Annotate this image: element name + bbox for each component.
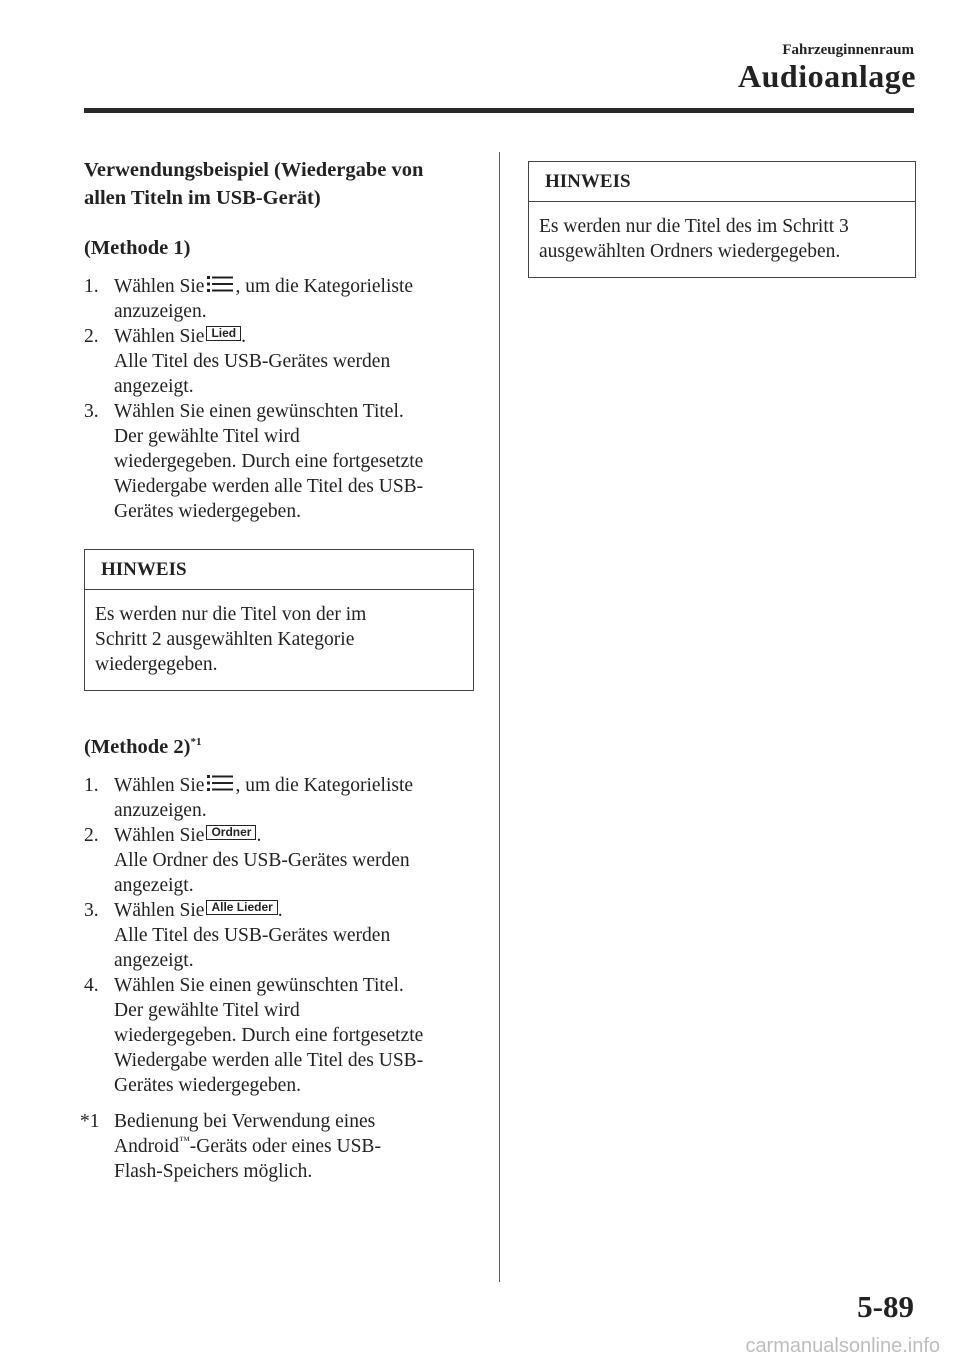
step-text: Wiedergabe werden alle Titel des USB- (114, 476, 424, 497)
step-text: Alle Ordner des USB-Gerätes werden (114, 850, 410, 871)
method-1-step-1 (84, 274, 474, 324)
note-text: Schritt 2 ausgewählten Kategorie (95, 629, 355, 650)
section-heading-line-2: allen Titeln im USB-Gerät) (84, 187, 321, 209)
method-2-step-4 (84, 973, 474, 1098)
page-title: Audioanlage (738, 58, 916, 94)
footnote-ref: *1 (190, 736, 202, 748)
method-2-title-text: (Methode 2) (84, 736, 191, 758)
note-box-left (84, 549, 474, 691)
footnote-text: Android (114, 1136, 179, 1157)
note-heading: HINWEIS (85, 550, 473, 590)
step-text: Wählen Sie (114, 326, 205, 347)
method-2-steps (84, 773, 474, 1098)
step-text: wiedergegeben. Durch eine fortgesetzte (114, 451, 424, 472)
step-text: Wählen Sie (114, 775, 205, 796)
step-number: 3. (84, 900, 99, 921)
note-body (529, 202, 915, 277)
column-divider (499, 152, 500, 1282)
watermark: carmanualsonline.info (745, 1335, 940, 1357)
lied-button: Lied (206, 326, 241, 341)
step-text: Alle Titel des USB-Gerätes werden (114, 351, 391, 372)
step-text: Wiedergabe werden alle Titel des USB- (114, 1050, 424, 1071)
step-text: Gerätes wiedergegeben. (114, 501, 301, 522)
step-text: Der gewählte Titel wird (114, 1000, 300, 1021)
note-text: ausgewählten Ordners wiedergegeben. (539, 241, 841, 262)
note-text: Es werden nur die Titel des im Schritt 3 (539, 216, 849, 237)
trademark-sign: ™ (179, 1135, 190, 1147)
method-2-step-3 (84, 898, 474, 973)
step-text: . (256, 825, 262, 846)
method-2-step-2 (84, 823, 474, 898)
note-text: wiedergegeben. (95, 654, 218, 675)
step-number: 1. (84, 775, 99, 796)
step-text: . (277, 900, 283, 921)
alle-lieder-button: Alle Lieder (206, 900, 277, 915)
method-1-steps (84, 274, 474, 524)
list-icon (207, 774, 233, 792)
step-text: Wählen Sie (114, 825, 205, 846)
method-1-title: (Methode 1) (84, 237, 191, 259)
footnote-mark: *1 (80, 1111, 100, 1132)
method-1-step-3 (84, 399, 474, 524)
step-text: Gerätes wiedergegeben. (114, 1075, 301, 1096)
note-text: Es werden nur die Titel von der im (95, 604, 367, 625)
ordner-button: Ordner (206, 825, 256, 840)
step-text: . (241, 326, 246, 347)
method-1-step-2 (84, 324, 474, 399)
left-column (80, 156, 474, 1184)
step-text: Alle Titel des USB-Gerätes werden (114, 925, 391, 946)
note-body (85, 590, 473, 690)
note-heading: HINWEIS (529, 162, 915, 202)
step-number: 4. (84, 975, 99, 996)
footnote-text: Bedienung bei Verwendung eines (114, 1111, 376, 1132)
method-2-title (84, 733, 474, 761)
page-number: 5-89 (857, 1289, 914, 1324)
step-number: 2. (84, 825, 99, 846)
step-text: , um die Kategorieliste (235, 276, 414, 297)
header-rule (84, 108, 914, 113)
step-text: angezeigt. (114, 950, 194, 971)
step-text: , um die Kategorieliste (235, 775, 414, 796)
step-text: anzuzeigen. (114, 301, 207, 322)
step-text: Wählen Sie (114, 900, 205, 921)
step-text: Wählen Sie (114, 276, 205, 297)
section-heading (84, 156, 474, 212)
footnote (80, 1109, 474, 1184)
step-number: 1. (84, 276, 99, 297)
step-number: 3. (84, 401, 99, 422)
step-text: Wählen Sie einen gewünschten Titel. (114, 975, 404, 996)
footnote-text: Flash-Speichers möglich. (114, 1161, 313, 1182)
list-icon (207, 275, 233, 293)
section-heading-line-1: Verwendungsbeispiel (Wiedergabe von (84, 159, 424, 181)
header-section-label: Fahrzeuginnenraum (782, 42, 914, 58)
step-text: angezeigt. (114, 376, 194, 397)
step-text: Wählen Sie einen gewünschten Titel. (114, 401, 404, 422)
note-box-right (528, 161, 916, 278)
method-2-step-1 (84, 773, 474, 823)
step-text: Der gewählte Titel wird (114, 426, 300, 447)
step-number: 2. (84, 326, 99, 347)
right-column (528, 161, 916, 278)
step-text: wiedergegeben. Durch eine fortgesetzte (114, 1025, 424, 1046)
step-text: angezeigt. (114, 875, 194, 896)
footnote-text: -Geräts oder eines USB- (189, 1136, 381, 1157)
step-text: anzuzeigen. (114, 800, 207, 821)
